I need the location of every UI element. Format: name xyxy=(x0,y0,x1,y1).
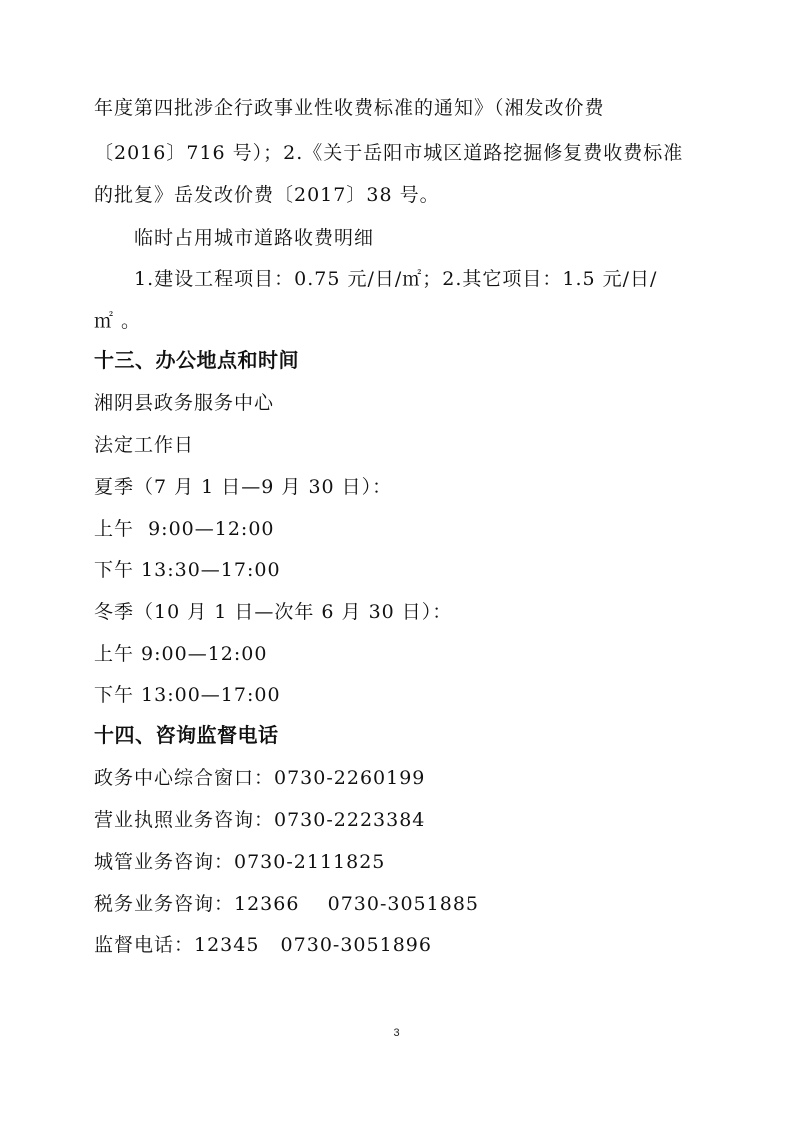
section-heading-office: 十三、办公地点和时间 xyxy=(94,348,299,372)
phone-line: 城管业务咨询：0730-2111825 xyxy=(94,851,386,873)
summer-afternoon-hours: 下午 13:30—17:00 xyxy=(94,559,281,581)
summer-schedule-title: 夏季（7 月 1 日—9 月 30 日）： xyxy=(94,476,393,498)
summer-morning-hours: 上午 9:00—12:00 xyxy=(94,518,275,540)
office-workdays: 法定工作日 xyxy=(94,434,195,456)
fee-detail-line: 1.建设工程项目：0.75 元/日/㎡；2.其它项目：1.5 元/日/ xyxy=(134,268,658,290)
body-text-line: 年度第四批涉企行政事业性收费标准的通知》（湘发改价费 xyxy=(94,97,605,119)
phone-line: 营业执照业务咨询：0730-2223384 xyxy=(94,809,426,831)
body-text-line: 〔2016〕716 号）；2.《关于岳阳市城区道路挖掘修复费收费标准 xyxy=(94,142,684,164)
phone-line: 政务中心综合窗口：0730-2260199 xyxy=(94,767,426,789)
body-text-line: 的批复》岳发改价费〔2017〕38 号。 xyxy=(94,184,440,206)
winter-afternoon-hours: 下午 13:00—17:00 xyxy=(94,684,281,706)
fee-detail-line: ㎡ 。 xyxy=(94,310,142,332)
section-heading-phones: 十四、咨询监督电话 xyxy=(94,723,279,747)
office-location: 湘阴县政务服务中心 xyxy=(94,392,275,414)
page-number: 3 xyxy=(393,1027,400,1039)
winter-morning-hours: 上午 9:00—12:00 xyxy=(94,643,268,665)
phone-line: 税务业务咨询：12366 0730-3051885 xyxy=(94,893,479,915)
fee-detail-title: 临时占用城市道路收费明细 xyxy=(134,227,375,249)
winter-schedule-title: 冬季（10 月 1 日—次年 6 月 30 日）： xyxy=(94,601,453,623)
phone-line: 监督电话：12345 0730-3051896 xyxy=(94,934,432,956)
